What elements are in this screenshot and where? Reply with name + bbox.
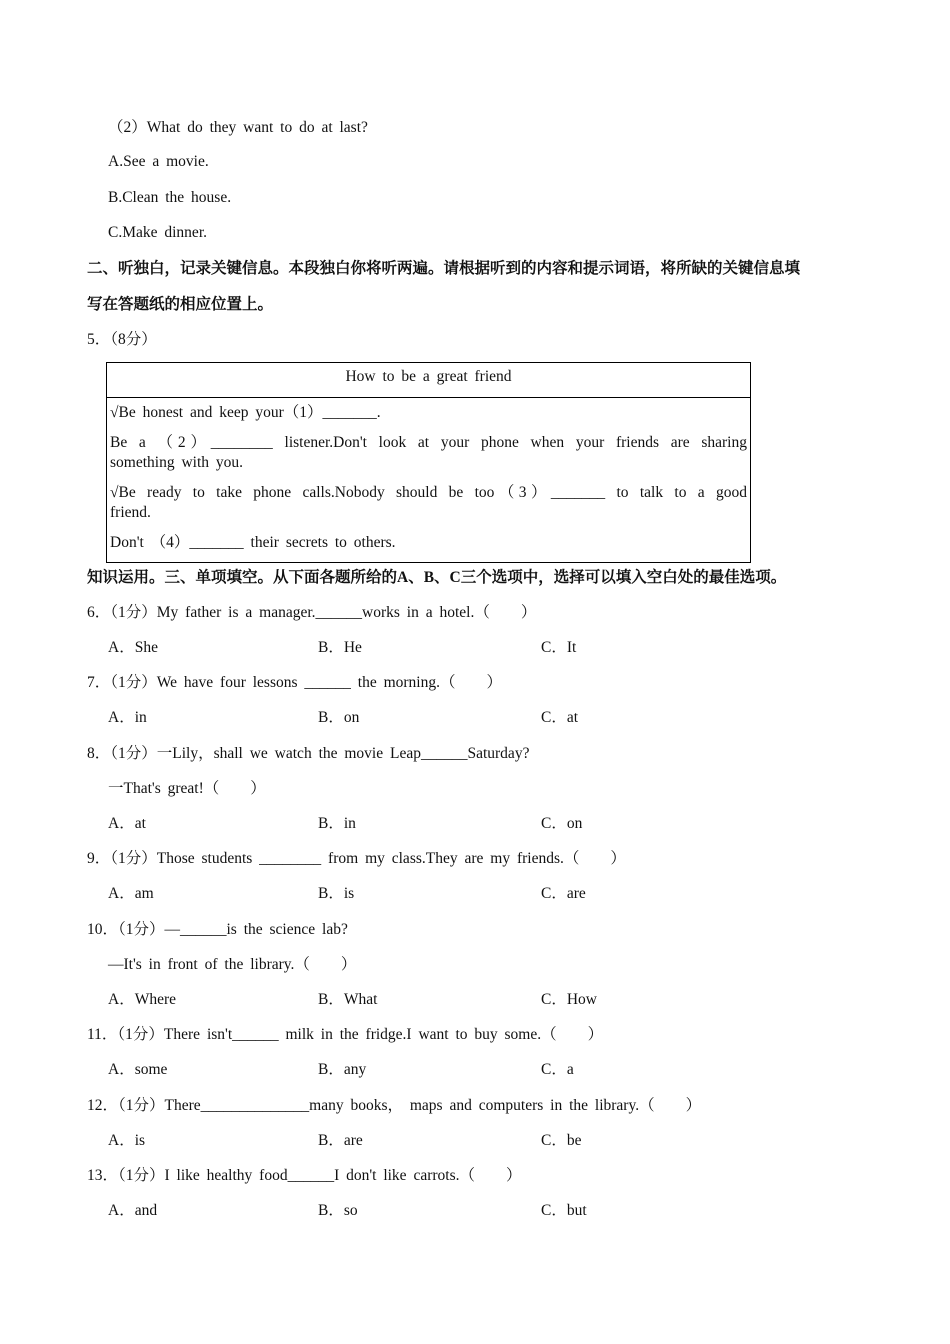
question-4-2-stem: （2）What do they want to do at last? <box>108 119 368 136</box>
table-row-2-line1: Be a （2）________ listener.Don't look at your phone when your friends are sharing <box>110 434 747 451</box>
question-8-option-b: B．in <box>318 815 356 832</box>
question-7-stem: 7．（1分）We have four lessons ______ the morning.（ ） <box>87 674 502 691</box>
question-6-option-a: A．She <box>108 639 158 656</box>
question-7-option-a: A．in <box>108 709 147 726</box>
question-6-option-b: B．He <box>318 639 362 656</box>
section-2-heading-line2: 写在答题纸的相应位置上。 <box>87 296 274 313</box>
question-12-stem: 12．（1分）There______________many books， maps and computers in the library.（ ） <box>87 1097 702 1114</box>
question-9-option-c: C．are <box>541 885 586 902</box>
question-11-option-a: A．some <box>108 1061 168 1078</box>
question-4-2-option-b: B.Clean the house. <box>108 189 232 206</box>
question-12-option-b: B．are <box>318 1132 363 1149</box>
table-row-1: √Be honest and keep your（1）_______. <box>110 404 381 421</box>
question-7-option-b: B．on <box>318 709 360 726</box>
table-title: How to be a great friend <box>107 363 750 398</box>
question-6-option-c: C．It <box>541 639 577 656</box>
question-12-option-c: C．be <box>541 1132 582 1149</box>
question-12-option-a: A．is <box>108 1132 146 1149</box>
table-row-2-line2: something with you. <box>110 454 244 471</box>
question-9-option-a: A．am <box>108 885 154 902</box>
question-5-table <box>106 362 751 563</box>
question-10-option-a: A．Where <box>108 991 176 1008</box>
question-8-option-a: A．at <box>108 815 146 832</box>
question-8-stem-line2: 一That's great!（ ） <box>108 780 266 797</box>
question-8-stem: 8．（1分）一Lily，shall we watch the movie Leap______Saturday? <box>87 745 530 762</box>
question-6-stem: 6．（1分）My father is a manager.______works in a hotel.（ ） <box>87 604 537 621</box>
question-4-2-option-c: C.Make dinner. <box>108 224 207 241</box>
question-11-stem: 11．（1分）There isn't______ milk in the fridge.I want to buy some.（ ） <box>87 1026 604 1043</box>
question-5-label: 5．（8分） <box>87 331 157 348</box>
question-10-option-b: B．What <box>318 991 378 1008</box>
question-11-option-b: B．any <box>318 1061 367 1078</box>
section-3-heading: 知识运用。三、单项填空。从下面各题所给的A、B、C三个选项中，选择可以填入空白处的最佳选项。 <box>87 569 787 586</box>
question-9-stem: 9．（1分）Those students ________ from my class.They are my friends.（ ） <box>87 850 626 867</box>
question-9-option-b: B．is <box>318 885 355 902</box>
question-10-option-c: C．How <box>541 991 597 1008</box>
table-row-4: Don't （4）_______ their secrets to others. <box>110 534 396 551</box>
table-row-3-line2: friend. <box>110 504 151 521</box>
question-13-option-a: A．and <box>108 1202 158 1219</box>
question-7-option-c: C．at <box>541 709 579 726</box>
question-8-option-c: C．on <box>541 815 583 832</box>
question-13-option-b: B．so <box>318 1202 358 1219</box>
question-10-stem: 10．（1分）—______is the science lab? <box>87 921 348 938</box>
question-11-option-c: C．a <box>541 1061 574 1078</box>
question-13-option-c: C．but <box>541 1202 587 1219</box>
section-2-heading-line1: 二、听独白，记录关键信息。本段独白你将听两遍。请根据听到的内容和提示词语，将所缺的关键信息填 <box>87 260 801 277</box>
question-4-2-option-a: A.See a movie. <box>108 153 209 170</box>
table-row-3-line1: √Be ready to take phone calls.Nobody should be too（3）_______ to talk to a good <box>110 484 747 501</box>
question-13-stem: 13．（1分）I like healthy food______I don't like carrots.（ ） <box>87 1167 522 1184</box>
question-10-stem-line2: —It's in front of the library.（ ） <box>108 956 357 973</box>
